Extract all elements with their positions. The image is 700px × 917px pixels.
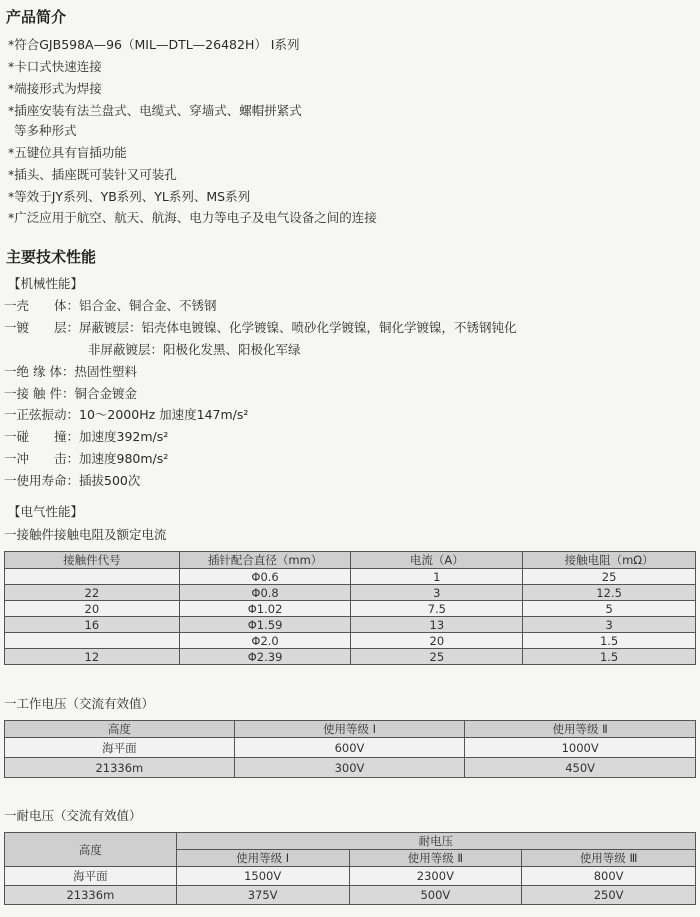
table-row <box>5 867 696 886</box>
table-header: 使用等级 Ⅰ <box>234 721 465 738</box>
table-cell: 300V <box>234 758 465 778</box>
table-header: 插针配合直径（mm） <box>179 552 351 569</box>
table-cell: 20 <box>351 633 523 649</box>
intro-bullet: *卡口式快速连接 <box>8 59 102 74</box>
table-cell: 13 <box>351 617 523 633</box>
intro-bullet: *符合GJB598A—96（MIL—DTL—26482H） Ⅰ系列 <box>8 37 300 52</box>
table-cell: 25 <box>351 649 523 665</box>
table-cell: 600V <box>234 738 465 758</box>
table-header: 使用等级 Ⅰ <box>176 850 349 867</box>
table-cell: 800V <box>522 867 696 886</box>
table-cell: 21336m <box>5 886 177 905</box>
mech-item-plating: 一镀 层：屏蔽镀层：铝壳体电镀镍、化学镀镍、喷砂化学镀镍，铜化学镀镍，不锈钢钝化 <box>4 320 517 335</box>
intro-bullet: *广泛应用于航空、航天、航海、电力等电子及电气设备之间的连接 <box>8 210 377 225</box>
withstand-voltage-title: 一耐电压（交流有效值） <box>4 808 142 823</box>
table-cell: 12.5 <box>523 585 696 601</box>
elec-section-title: 【电气性能】 <box>8 504 84 519</box>
table-cell: 2300V <box>349 867 522 886</box>
mech-item-shock: 一冲 击：加速度980m/s² <box>4 451 169 466</box>
table-row <box>5 738 696 758</box>
table-cell: 7.5 <box>351 601 523 617</box>
table-cell: Φ0.8 <box>179 585 351 601</box>
withstand-voltage-table <box>4 832 696 905</box>
table-row <box>5 649 696 665</box>
mech-item-life: 一使用寿命：插拔500次 <box>4 473 141 488</box>
table-cell: Φ0.6 <box>179 569 351 585</box>
mech-item-plating-nonshield: 非屏蔽镀层：阳极化发黑、阳极化军绿 <box>88 342 301 357</box>
intro-title: 产品简介 <box>6 8 67 26</box>
intro-bullet: *插头、插座既可装针又可装孔 <box>8 167 177 182</box>
table-cell: Φ2.39 <box>179 649 351 665</box>
table-cell: 20 <box>5 601 180 617</box>
table-cell: 250V <box>522 886 696 905</box>
table-cell: 16 <box>5 617 180 633</box>
mech-section-title: 【机械性能】 <box>8 276 84 291</box>
table-cell: 500V <box>349 886 522 905</box>
table-header: 电流（A） <box>351 552 523 569</box>
table-cell <box>5 569 180 585</box>
work-voltage-title: 一工作电压（交流有效值） <box>4 696 155 711</box>
table-row <box>5 601 696 617</box>
table-cell: 1.5 <box>523 633 696 649</box>
table-header: 使用等级 Ⅲ <box>522 850 696 867</box>
table-header-group: 耐电压 <box>176 833 695 850</box>
mech-item-vibration: 一正弦振动：10～2000Hz 加速度147m/s² <box>4 407 249 422</box>
table-row <box>5 617 696 633</box>
table-cell: 450V <box>465 758 696 778</box>
table-header: 接触件代号 <box>5 552 180 569</box>
intro-bullet: *端接形式为焊接 <box>8 81 102 96</box>
table-cell: 5 <box>523 601 696 617</box>
mech-item-contact: 一接 触 件：铜合金镀金 <box>4 386 137 401</box>
work-voltage-table <box>4 720 696 778</box>
contact-table-title: 一接触件接触电阻及额定电流 <box>4 527 167 542</box>
table-cell: Φ1.59 <box>179 617 351 633</box>
intro-bullet: *五键位具有盲插功能 <box>8 145 127 160</box>
table-header: 高度 <box>5 721 235 738</box>
intro-bullet: *等效于JY系列、YB系列、YL系列、MS系列 <box>8 189 251 204</box>
tech-title: 主要技术性能 <box>6 248 97 266</box>
table-cell: Φ2.0 <box>179 633 351 649</box>
table-row <box>5 633 696 649</box>
table-cell: 3 <box>351 585 523 601</box>
mech-item-bump: 一碰 撞：加速度392m/s² <box>4 429 169 444</box>
table-cell: 1500V <box>176 867 349 886</box>
mech-item-shell: 一壳 体：铝合金、铜合金、不锈钢 <box>4 298 217 313</box>
contact-resistance-table <box>4 551 696 665</box>
table-cell: 12 <box>5 649 180 665</box>
table-header: 使用等级 Ⅱ <box>349 850 522 867</box>
table-cell: 海平面 <box>5 738 235 758</box>
mech-item-insulator: 一绝 缘 体：热固性塑料 <box>4 364 137 379</box>
table-row <box>5 585 696 601</box>
table-row <box>5 569 696 585</box>
table-header: 接触电阻（mΩ） <box>523 552 696 569</box>
table-cell: 22 <box>5 585 180 601</box>
table-row <box>5 758 696 778</box>
table-cell: 21336m <box>5 758 235 778</box>
table-cell: 海平面 <box>5 867 177 886</box>
table-cell: 1000V <box>465 738 696 758</box>
intro-bullet-continuation: 等多种形式 <box>14 123 77 138</box>
table-cell: 3 <box>523 617 696 633</box>
table-cell: 1.5 <box>523 649 696 665</box>
table-header: 高度 <box>5 833 177 867</box>
table-cell: 375V <box>176 886 349 905</box>
table-row <box>5 886 696 905</box>
table-cell <box>5 633 180 649</box>
table-header: 使用等级 Ⅱ <box>465 721 696 738</box>
table-cell: Φ1.02 <box>179 601 351 617</box>
table-cell: 25 <box>523 569 696 585</box>
intro-bullet: *插座安装有法兰盘式、电缆式、穿墙式、螺帽拼紧式 <box>8 103 302 118</box>
table-cell: 1 <box>351 569 523 585</box>
